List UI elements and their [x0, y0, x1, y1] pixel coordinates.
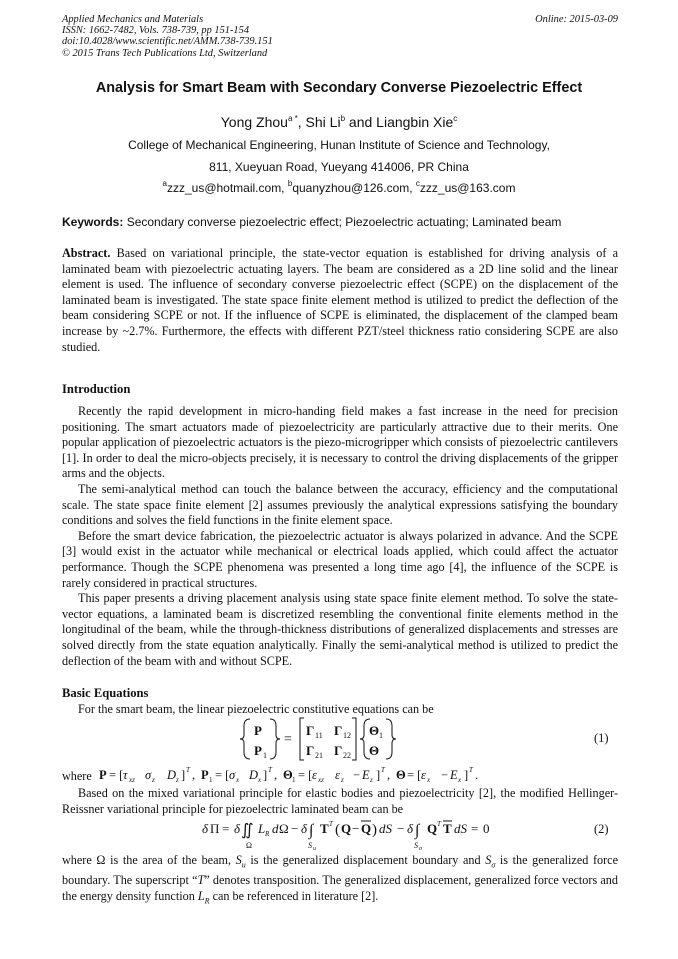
author-list: [40, 114, 638, 130]
svg-text:z: z: [340, 776, 344, 784]
svg-text:22: 22: [343, 751, 351, 760]
svg-text:−: −: [352, 768, 360, 782]
email-sup-c: c: [415, 179, 420, 188]
svg-text:Γ: Γ: [306, 743, 315, 758]
abstract: [62, 246, 618, 355]
svg-text:δ: δ: [407, 821, 414, 836]
svg-text:dS: dS: [379, 821, 392, 836]
svg-text:12: 12: [343, 731, 351, 740]
svg-text:1: 1: [291, 776, 296, 784]
svg-text:]: ]: [463, 768, 468, 782]
svg-text:∫: ∫: [309, 822, 314, 839]
copyright-line: © 2015 Trans Tech Publications Ltd, Switzerland: [62, 47, 268, 59]
author-2: , Shi Li: [297, 114, 341, 130]
email-1[interactable]: zzz_us@hotmail.com,: [166, 181, 288, 195]
svg-text:Q: Q: [341, 821, 352, 836]
svg-text:ε: ε: [334, 768, 340, 782]
author-2-sup: b: [340, 114, 346, 123]
svg-text:xz: xz: [317, 776, 324, 784]
svg-text:11: 11: [315, 731, 323, 740]
svg-text:σ: σ: [144, 768, 151, 782]
vector-definitions: [97, 766, 537, 784]
introduction-body: [62, 404, 618, 669]
svg-text:P: P: [98, 768, 107, 782]
equation-1-number: (1): [594, 731, 609, 745]
svg-text:ε: ε: [311, 768, 317, 782]
p3-ss: S: [485, 853, 492, 867]
intro-paragraph-3: Before the smart device fabrication, the piezoelectric actuator is always polarized in advance. And the SCPE [3] would exist in the actuator while mechanical or electrical loads applied, which could affect the actuator performance. Though the SCPE phenomena was presented a long time ago [4], the influence of the SCPE is rarely considered in practical structures.: [62, 528, 618, 590]
issn-line: ISSN: 1662-7482, Vols. 738-739, pp 151-154: [62, 25, 250, 37]
p3-su: S: [235, 853, 242, 867]
svg-text:T: T: [437, 820, 441, 828]
p3-part-b: is the generalized displacement boundary and: [245, 853, 486, 867]
svg-text:Ω: Ω: [246, 841, 252, 850]
svg-text:= [: = [: [214, 768, 230, 782]
svg-text:σ: σ: [419, 846, 422, 852]
svg-text:P: P: [254, 723, 262, 738]
email-line: [40, 181, 638, 195]
svg-text:(: (: [335, 822, 340, 838]
p3-part-a: where Ω is the area of the beam,: [62, 853, 236, 867]
svg-text:−: −: [397, 821, 405, 836]
journal-header: [62, 14, 618, 59]
svg-text:Ω: Ω: [279, 821, 289, 836]
svg-text:,: ,: [273, 768, 277, 782]
svg-text:T: T: [380, 766, 385, 774]
affiliation-line-1: College of Mechanical Engineering, Hunan Institute of Science and Technology,: [128, 138, 550, 152]
p3-part-c: is the generalized force boundary. The superscript “: [62, 853, 618, 888]
svg-text:Θ: Θ: [282, 768, 293, 782]
svg-text:,: ,: [191, 768, 195, 782]
intro-paragraph-1: Recently the rapid development in micro-handing field makes a fast increase in the need for precision positioning. The smart actuators made of piezoelectricity are particularly attractive due to their merits. One popular application of piezoelectric actuators is the piezo-microgripper which consists of piezoelectric cantilevers [1]. In order to deal the micro-objects precisely, it is necessary to control the driving displacements of the gripper arms and the objects.: [62, 404, 618, 481]
keywords: [62, 215, 618, 229]
svg-text:−: −: [440, 768, 448, 782]
introduction-heading: Introduction: [62, 382, 131, 396]
svg-text:]: ]: [262, 768, 267, 782]
svg-text:Θ: Θ: [369, 743, 380, 758]
svg-text:1: 1: [208, 776, 213, 784]
email-sup-a: a: [162, 179, 167, 188]
p3-T: T: [197, 873, 205, 888]
svg-text:ε: ε: [420, 768, 426, 782]
author-1-sup: a *: [287, 114, 298, 123]
where-line: [62, 766, 537, 784]
svg-text:P: P: [254, 743, 262, 758]
svg-text:δ: δ: [301, 821, 308, 836]
p3-part-d: ” denotes transposition. The generalized displacement, generalized force vectors and the energy density function: [62, 873, 618, 903]
svg-text:21: 21: [315, 751, 323, 760]
author-1: Yong Zhou: [220, 114, 288, 130]
svg-text:= [: = [: [108, 768, 124, 782]
svg-text:Θ: Θ: [395, 768, 406, 782]
svg-text:σ: σ: [228, 768, 235, 782]
svg-text:1: 1: [263, 751, 267, 760]
svg-text:δ: δ: [234, 821, 241, 836]
svg-text:=: =: [471, 821, 479, 836]
email-2[interactable]: quanyzhou@126.com,: [292, 181, 416, 195]
basic-equations-heading: Basic Equations: [62, 686, 149, 700]
svg-text:τ: τ: [122, 768, 128, 782]
svg-text:D: D: [166, 768, 176, 782]
svg-text:Q: Q: [361, 821, 372, 836]
svg-text:−: −: [291, 821, 299, 836]
svg-text:z: z: [151, 776, 155, 784]
where-word: where: [62, 769, 92, 783]
svg-text:E: E: [449, 768, 458, 782]
svg-text:P: P: [200, 768, 209, 782]
author-3-sup: c: [453, 114, 458, 123]
svg-text:S: S: [308, 841, 312, 850]
basic-paragraph-3: where Ω is the area of the beam, $S_u$ is the generalized displacement boundary and $S_\sigma$ is the generalized force boundary. The superscript “T” denotes transposition. The generalized displacement, generalized force vectors and the energy density function $L_R$ can be referenced in literature [2].: [62, 853, 618, 906]
svg-text:Γ: Γ: [306, 723, 315, 738]
svg-text:δ: δ: [202, 821, 209, 836]
svg-text:T: T: [267, 766, 272, 774]
journal-name: Applied Mechanics and Materials: [62, 14, 204, 25]
svg-text:Q: Q: [427, 821, 438, 836]
p3-L: L: [197, 888, 205, 903]
svg-text:=: =: [284, 732, 292, 747]
svg-text:= [: = [: [406, 768, 422, 782]
svg-text:Γ: Γ: [334, 743, 343, 758]
svg-text:]: ]: [375, 768, 380, 782]
keywords-text: Secondary converse piezoelectric effect; Piezoelectric actuating; Laminated beam: [123, 215, 562, 229]
abstract-label: Abstract.: [62, 246, 111, 260]
svg-text:x: x: [457, 776, 461, 784]
svg-text:∫: ∫: [415, 822, 420, 839]
svg-text:D: D: [248, 768, 258, 782]
svg-text:R: R: [265, 830, 270, 838]
svg-text:L: L: [258, 821, 266, 836]
p3-part-e: can be referenced in literature [2].: [209, 888, 379, 903]
svg-text:S: S: [414, 841, 418, 850]
author-3: and Liangbin Xie: [345, 114, 454, 130]
online-date: Online: 2015-03-09: [535, 14, 618, 25]
paper-title: Analysis for Smart Beam with Secondary Converse Piezoelectric Effect: [95, 80, 583, 96]
svg-text:dS: dS: [454, 821, 467, 836]
email-3[interactable]: zzz_us@163.com: [419, 181, 516, 195]
doi-line: doi:10.4028/www.scientific.net/AMM.738-739.151: [62, 36, 273, 48]
equation-2-number: (2): [594, 822, 609, 836]
svg-text:.: .: [474, 768, 478, 782]
basic-paragraph-2-text: Based on the mixed variational principle for elastic bodies and piezoelectricity [2], the modified Hellinger-Reissner variational principle for piezoelectric laminated beam can be: [62, 786, 618, 816]
keywords-label: Keywords:: [62, 215, 124, 229]
svg-text:T: T: [329, 820, 333, 828]
svg-text:0: 0: [483, 821, 490, 836]
svg-text:z: z: [369, 776, 373, 784]
intro-paragraph-4: This paper presents a driving placement analysis using state space finite element method. To solve the state-vector equations, a laminated beam is discretized resembling the conventional finite elements method in the longitudinal of the beam, while the through-thickness distributions of generalized displacements and stresses are solved directly from the state equation analytically. Finally the semi-analytical method is utilized to predict the deflection of the beam with and without SCPE.: [62, 591, 618, 668]
equation-2: [200, 817, 500, 853]
svg-text:−: −: [352, 821, 360, 836]
svg-text:xz: xz: [128, 776, 135, 784]
svg-text:T: T: [185, 766, 190, 774]
abstract-text: Based on variational principle, the state-vector equation is established for driving analysis of a laminated beam with piezoelectric actuating layers. The beam are considered as a 2D line solid and the linear element is used. The influence of secondary converse piezoelectric effect (SCPE) on the displacement of the laminated beam is investigated. The state space finite element method is utilized to predict the deflection of the beam considering SCPE or not. If the influence of SCPE is eliminated, the displacement of the clamped beam increase by ~2.7%. Furthermore, the effects with different PZT/steel thickness ratio considering SCPE are also studied.: [62, 246, 618, 354]
svg-text:z: z: [175, 776, 179, 784]
email-sup-b: b: [287, 179, 293, 188]
basic-paragraph-2: [62, 786, 618, 817]
svg-text:u: u: [313, 846, 316, 852]
intro-paragraph-2: The semi-analytical method can touch the balance between the accuracy, efficiency and the computational scale. The state space finite element [2] assumes previously the analytical expressions satisfying the boundary conditions and solves the field functions in the finite element space.: [62, 481, 618, 528]
svg-text:x: x: [257, 776, 261, 784]
svg-text:x: x: [235, 776, 239, 784]
svg-text:]: ]: [180, 768, 185, 782]
equation-1: [236, 716, 416, 762]
svg-text:Π: Π: [210, 821, 220, 836]
svg-text:∬: ∬: [241, 822, 254, 839]
affiliation-line-2: 811, Xueyuan Road, Yueyang 414006, PR China: [209, 160, 469, 174]
svg-text:1: 1: [379, 731, 383, 740]
svg-text:T: T: [320, 821, 329, 836]
svg-text:= [: = [: [297, 768, 313, 782]
svg-text:,: ,: [386, 768, 390, 782]
p3-R: R: [204, 896, 210, 906]
svg-text:T: T: [443, 821, 452, 836]
svg-text:E: E: [361, 768, 370, 782]
basic-paragraph-1-text: For the smart beam, the linear piezoelectric constitutive equations can be: [78, 702, 434, 716]
svg-text:x: x: [426, 776, 430, 784]
svg-text:T: T: [468, 766, 473, 774]
svg-text:): ): [372, 822, 377, 838]
svg-text:=: =: [222, 821, 230, 836]
svg-text:Θ: Θ: [369, 723, 380, 738]
svg-text:d: d: [272, 821, 279, 836]
svg-text:Γ: Γ: [334, 723, 343, 738]
